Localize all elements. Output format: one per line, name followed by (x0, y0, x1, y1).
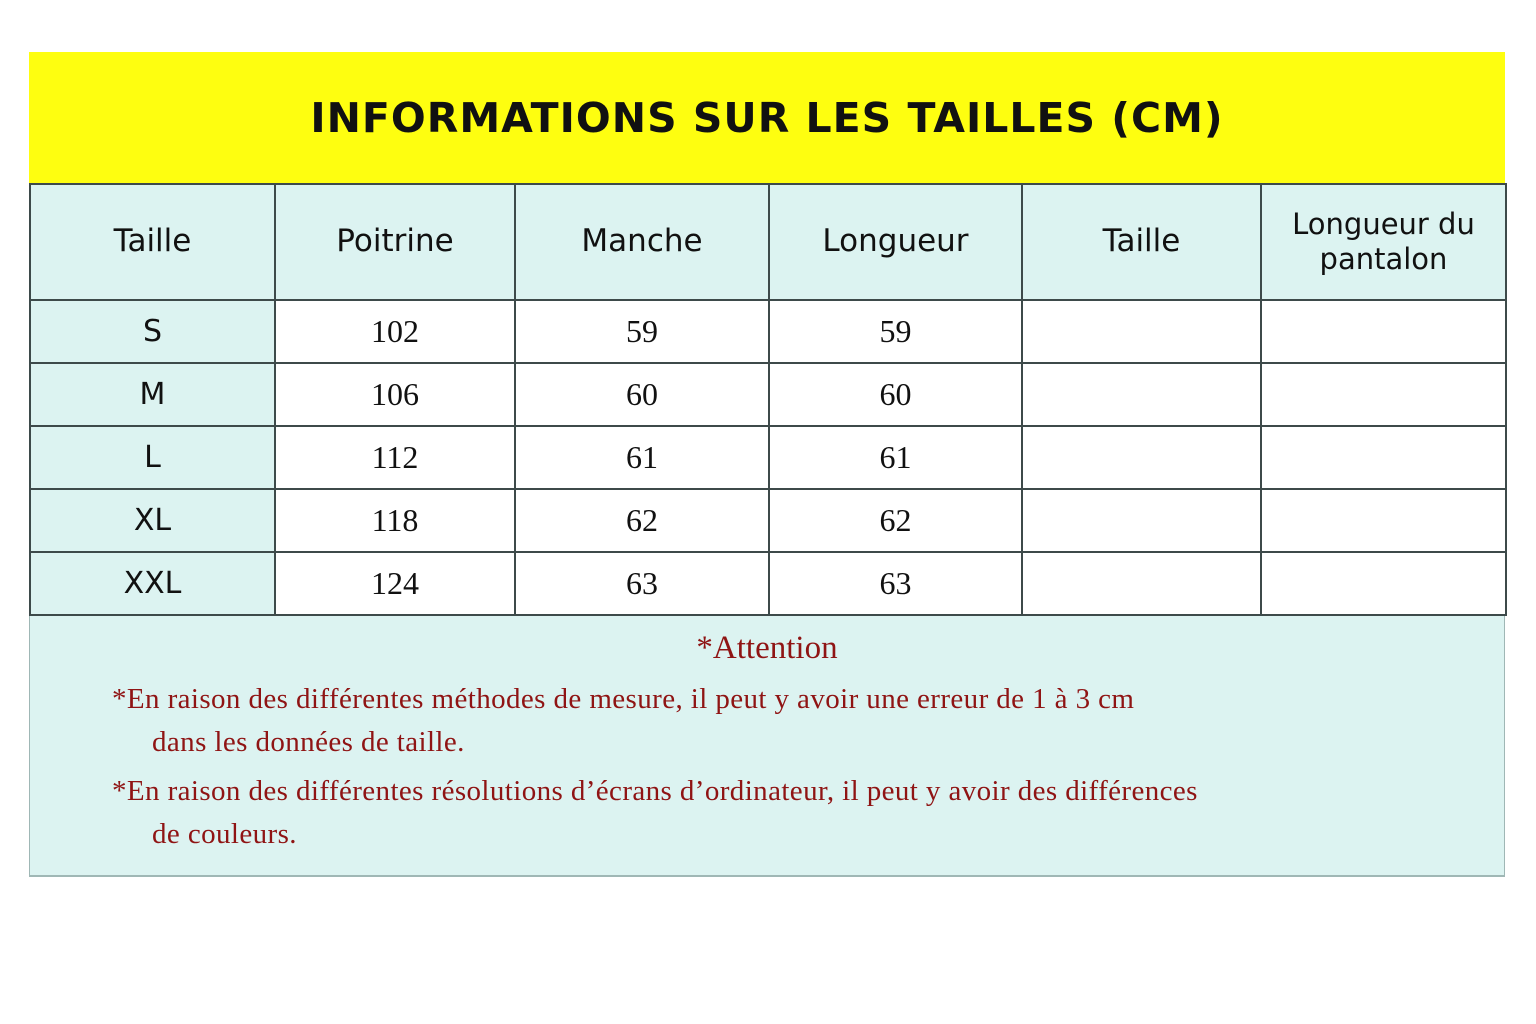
table-row (30, 552, 1506, 615)
size-cell: XL (30, 489, 275, 552)
chest-cell: 102 (275, 300, 515, 363)
sleeve-cell: 62 (515, 489, 769, 552)
note-measurement-error (112, 678, 1412, 764)
waist-cell (1022, 300, 1261, 363)
header-chest: Poitrine (275, 184, 515, 300)
note-color-difference (112, 770, 1412, 856)
header-waist: Taille (1022, 184, 1261, 300)
sleeve-cell: 59 (515, 300, 769, 363)
table-row (30, 300, 1506, 363)
table-row (30, 363, 1506, 426)
attention-heading: *Attention (696, 630, 838, 666)
pants-length-cell (1261, 552, 1506, 615)
length-cell: 60 (769, 363, 1022, 426)
waist-cell (1022, 552, 1261, 615)
pants-length-cell (1261, 300, 1506, 363)
length-cell: 61 (769, 426, 1022, 489)
table-row (30, 489, 1506, 552)
header-sleeve: Manche (515, 184, 769, 300)
header-pants-length: Longueur du pantalon (1261, 184, 1506, 300)
page-title: INFORMATIONS SUR LES TAILLES (CM) (310, 93, 1224, 142)
size-cell: L (30, 426, 275, 489)
sleeve-cell: 63 (515, 552, 769, 615)
header-size: Taille (30, 184, 275, 300)
note-line: *En raison des différentes méthodes de mesure, il peut y avoir une erreur de 1 à 3 cm (112, 683, 1135, 715)
size-cell: XXL (30, 552, 275, 615)
chest-cell: 106 (275, 363, 515, 426)
sleeve-cell: 60 (515, 363, 769, 426)
attention-notes (29, 616, 1505, 877)
size-cell: M (30, 363, 275, 426)
header-row (30, 184, 1506, 300)
header-length: Longueur (769, 184, 1022, 300)
size-cell: S (30, 300, 275, 363)
length-cell: 59 (769, 300, 1022, 363)
pants-length-cell (1261, 489, 1506, 552)
waist-cell (1022, 363, 1261, 426)
sleeve-cell: 61 (515, 426, 769, 489)
note-line-continued: dans les données de taille. (152, 726, 465, 758)
waist-cell (1022, 489, 1261, 552)
chest-cell: 118 (275, 489, 515, 552)
length-cell: 62 (769, 489, 1022, 552)
pants-length-cell (1261, 426, 1506, 489)
size-table (29, 183, 1507, 616)
pants-length-cell (1261, 363, 1506, 426)
note-line: *En raison des différentes résolutions d’écrans d’ordinateur, il peut y avoir des différences (112, 775, 1198, 807)
title-bar (29, 52, 1505, 183)
length-cell: 63 (769, 552, 1022, 615)
waist-cell (1022, 426, 1261, 489)
chest-cell: 124 (275, 552, 515, 615)
note-line-continued: de couleurs. (152, 818, 297, 850)
size-chart (29, 52, 1505, 877)
chest-cell: 112 (275, 426, 515, 489)
table-row (30, 426, 1506, 489)
